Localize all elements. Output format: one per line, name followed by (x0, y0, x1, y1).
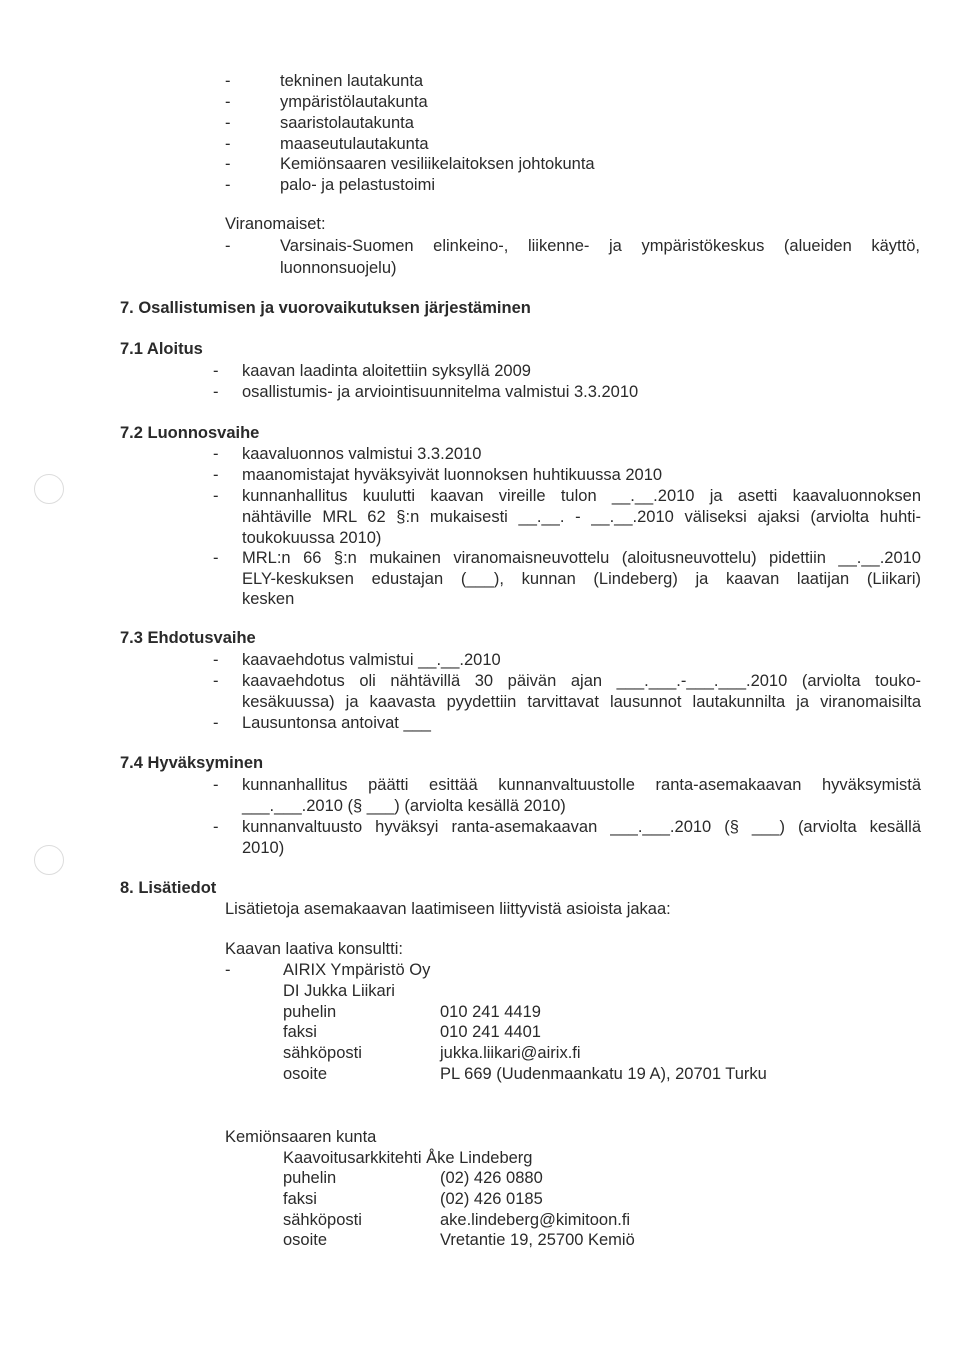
contact-label: sähköposti (283, 1211, 362, 1229)
list-dash: - (213, 818, 219, 836)
section-8-heading: 8. Lisätiedot (120, 879, 217, 897)
list-dash: - (213, 383, 219, 401)
section-7-heading: 7. Osallistumisen ja vuorovaikutuksen järjestäminen (120, 299, 531, 317)
list-item: kaavan laadinta aloitettiin syksyllä 2009 (242, 362, 531, 380)
list-item: kunnanvaltuusto hyväksyi ranta-asemakaavan ___.___.2010 (§ ___) (arviolta kesällä (242, 818, 921, 836)
contact-value: (02) 426 0185 (440, 1190, 543, 1208)
list-dash: - (213, 362, 219, 380)
list-item: saaristolautakunta (280, 114, 414, 132)
contact-label: faksi (283, 1023, 317, 1041)
authority-item: Varsinais-Suomen elinkeino-, liikenne- ja ympäristökeskus (alueiden käyttö, (280, 237, 920, 255)
list-dash: - (225, 72, 231, 90)
list-item-cont: kesken (242, 590, 295, 608)
contact-label: osoite (283, 1231, 328, 1249)
list-item-cont: toukokuussa 2010) (242, 529, 382, 547)
list-dash: - (213, 651, 219, 669)
list-item: MRL:n 66 §:n mukainen viranomaisneuvottelu (aloitusneuvottelu) pidettiin __.__.2010 (242, 549, 921, 567)
list-item-cont: 2010) (242, 839, 285, 857)
contact-label: osoite (283, 1065, 328, 1083)
list-dash: - (225, 176, 231, 194)
list-dash: - (225, 135, 231, 153)
list-item: palo- ja pelastustoimi (280, 176, 435, 194)
contact-label: puhelin (283, 1169, 337, 1187)
punch-hole-upper (34, 474, 64, 504)
list-dash: - (225, 114, 231, 132)
municipality-label: Kemiönsaaren kunta (225, 1128, 377, 1146)
list-item: kaavaehdotus valmistui __.__.2010 (242, 651, 501, 669)
contact-value: Vretantie 19, 25700 Kemiö (440, 1231, 635, 1249)
list-dash: - (225, 155, 231, 173)
list-item: tekninen lautakunta (280, 72, 424, 90)
contact-label: sähköposti (283, 1044, 362, 1062)
list-dash: - (213, 776, 219, 794)
section-7-1-heading: 7.1 Aloitus (120, 340, 203, 358)
list-item-cont: kesäkuussa) ja kaavasta pyydettiin tarvittavat lausunnot lautakunnilta ja viranomaisilta (242, 693, 921, 711)
contact-value: PL 669 (Uudenmaankatu 19 A), 20701 Turku (440, 1065, 767, 1083)
authorities-label: Viranomaiset: (225, 215, 326, 233)
punch-hole-lower (34, 845, 64, 875)
list-dash: - (225, 961, 231, 979)
list-item: kunnanhallitus kuulutti kaavan vireille tulon __.__.2010 ja asetti kaavaluonnoksen (242, 487, 921, 505)
list-item: Kemiönsaaren vesiliikelaitoksen johtokunta (280, 155, 595, 173)
section-8-intro: Lisätietoja asemakaavan laatimiseen liittyvistä asioista jakaa: (225, 900, 671, 918)
list-item: kaavaluonnos valmistui 3.3.2010 (242, 445, 482, 463)
list-dash: - (213, 487, 219, 505)
list-item: ympäristölautakunta (280, 93, 428, 111)
list-item: kaavaehdotus oli nähtävillä 30 päivän ajan ___.___.-___.___.2010 (arviolta touko- (242, 672, 921, 690)
list-dash: - (213, 445, 219, 463)
consultant-company: AIRIX Ympäristö Oy (283, 961, 431, 979)
contact-label: puhelin (283, 1003, 337, 1021)
list-dash: - (213, 466, 219, 484)
list-item: maaseutulautakunta (280, 135, 429, 153)
municipality-person: Kaavoitusarkkitehti Åke Lindeberg (283, 1149, 533, 1167)
consultant-label: Kaavan laativa konsultti: (225, 940, 403, 958)
contact-label: faksi (283, 1190, 317, 1208)
contact-email: jukka.liikari@airix.fi (440, 1044, 581, 1062)
section-7-4-heading: 7.4 Hyväksyminen (120, 754, 264, 772)
consultant-person: DI Jukka Liikari (283, 982, 395, 1000)
contact-email: ake.lindeberg@kimitoon.fi (440, 1211, 631, 1229)
list-item: kunnanhallitus päätti esittää kunnanvaltuustolle ranta-asemakaavan hyväksymistä (242, 776, 921, 794)
contact-value: 010 241 4419 (440, 1003, 541, 1021)
section-7-2-heading: 7.2 Luonnosvaihe (120, 424, 260, 442)
list-item: maanomistajat hyväksyivät luonnoksen huhtikuussa 2010 (242, 466, 663, 484)
list-item: Lausuntonsa antoivat ___ (242, 714, 431, 732)
list-dash: - (225, 237, 231, 255)
list-item-cont: nähtäville MRL 62 §:n mukaisesti __.__. - __.__.2010 väliseksi ajaksi (arviolta huhti- (242, 508, 921, 526)
section-7-3-heading: 7.3 Ehdotusvaihe (120, 629, 256, 647)
list-dash: - (225, 93, 231, 111)
contact-value: 010 241 4401 (440, 1023, 541, 1041)
list-item-cont: ___.___.2010 (§ ___) (arviolta kesällä 2010) (242, 797, 566, 815)
list-item-cont: ELY-keskuksen edustajan (___), kunnan (Lindeberg) ja kaavan laatijan (Liikari) (242, 570, 921, 588)
list-dash: - (213, 714, 219, 732)
list-dash: - (213, 549, 219, 567)
contact-value: (02) 426 0880 (440, 1169, 543, 1187)
list-dash: - (213, 672, 219, 690)
authority-item-cont: luonnonsuojelu) (280, 259, 397, 277)
list-item: osallistumis- ja arviointisuunnitelma valmistui 3.3.2010 (242, 383, 639, 401)
